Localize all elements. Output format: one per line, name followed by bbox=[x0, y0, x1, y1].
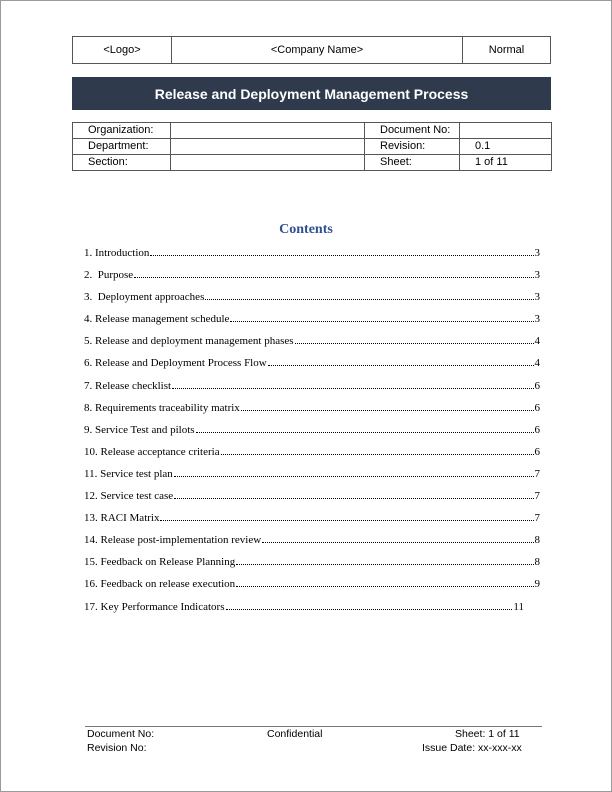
toc-item-label: 13. RACI Matrix bbox=[84, 512, 160, 525]
toc-item[interactable] bbox=[84, 466, 540, 488]
toc-item-label: 5. Release and deployment management phases bbox=[84, 335, 294, 348]
toc-item[interactable] bbox=[84, 267, 540, 289]
toc-item-page: 7 bbox=[534, 467, 540, 480]
section-label: Section: bbox=[73, 155, 171, 171]
organization-label: Organization: bbox=[73, 123, 171, 139]
footer-issue-date: Issue Date: xx-xxx-xx bbox=[422, 742, 522, 754]
toc-leader bbox=[172, 388, 533, 389]
sheet-value: 1 of 11 bbox=[460, 155, 552, 171]
toc-item[interactable] bbox=[84, 599, 524, 621]
toc-item-label: 16. Feedback on release execution bbox=[84, 578, 236, 591]
toc-leader bbox=[174, 476, 534, 477]
footer-confidential: Confidential bbox=[267, 728, 323, 740]
toc-leader bbox=[268, 365, 534, 366]
contents-heading: Contents bbox=[279, 222, 333, 237]
toc-item-label: 17. Key Performance Indicators bbox=[84, 600, 225, 613]
toc-item-page: 4 bbox=[534, 335, 540, 348]
toc-item[interactable] bbox=[84, 532, 540, 554]
toc-leader bbox=[262, 542, 533, 543]
document-info-table bbox=[72, 122, 552, 171]
toc-item-label: 14. Release post-implementation review bbox=[84, 534, 262, 547]
table-of-contents bbox=[84, 245, 540, 621]
footer-revision-no: Revision No: bbox=[87, 742, 147, 754]
toc-item-page: 6 bbox=[534, 423, 540, 436]
organization-value bbox=[171, 123, 365, 139]
toc-item-label: 15. Feedback on Release Planning bbox=[84, 556, 236, 569]
toc-item-page: 4 bbox=[534, 357, 540, 370]
toc-leader bbox=[295, 343, 534, 344]
section-value bbox=[171, 155, 365, 171]
toc-item[interactable] bbox=[84, 355, 540, 377]
department-value bbox=[171, 139, 365, 155]
department-label: Department: bbox=[73, 139, 171, 155]
footer-document-no: Document No: bbox=[87, 728, 155, 740]
toc-leader bbox=[221, 454, 534, 455]
toc-item-label: 9. Service Test and pilots bbox=[84, 423, 195, 436]
toc-leader bbox=[241, 410, 534, 411]
document-no-label: Document No: bbox=[365, 123, 460, 139]
footer-sheet: Sheet: 1 of 11 bbox=[455, 728, 520, 740]
toc-item-label: 10. Release acceptance criteria bbox=[84, 445, 220, 458]
toc-item-page: 6 bbox=[534, 445, 540, 458]
toc-item[interactable] bbox=[84, 289, 540, 311]
toc-leader bbox=[236, 564, 533, 565]
sheet-label: Sheet: bbox=[365, 155, 460, 171]
toc-item[interactable] bbox=[84, 245, 540, 267]
toc-leader bbox=[160, 520, 533, 521]
toc-item-page: 3 bbox=[534, 269, 540, 282]
toc-item-label: 11. Service test plan bbox=[84, 467, 173, 480]
toc-item-page: 9 bbox=[534, 578, 540, 591]
toc-leader bbox=[134, 277, 533, 278]
toc-item-page: 8 bbox=[534, 556, 540, 569]
toc-item[interactable] bbox=[84, 378, 540, 400]
header-table bbox=[72, 36, 551, 64]
company-name: <Company Name> bbox=[172, 37, 463, 63]
toc-item[interactable] bbox=[84, 311, 540, 333]
toc-item[interactable] bbox=[84, 554, 540, 576]
toc-item[interactable] bbox=[84, 422, 540, 444]
revision-label: Revision: bbox=[365, 139, 460, 155]
toc-item-label: 12. Service test case bbox=[84, 490, 174, 503]
toc-leader bbox=[236, 586, 533, 587]
toc-item-page: 7 bbox=[534, 490, 540, 503]
toc-item-page: 3 bbox=[534, 291, 540, 304]
document-no-value bbox=[460, 123, 552, 139]
toc-leader bbox=[226, 609, 513, 610]
toc-item[interactable] bbox=[84, 333, 540, 355]
toc-item-page: 3 bbox=[534, 313, 540, 326]
toc-leader bbox=[150, 255, 533, 256]
logo-placeholder: <Logo> bbox=[73, 37, 172, 63]
toc-leader bbox=[205, 299, 533, 300]
footer-divider bbox=[85, 726, 542, 727]
toc-item-page: 11 bbox=[513, 600, 524, 613]
toc-item-page: 7 bbox=[534, 512, 540, 525]
toc-leader bbox=[230, 321, 533, 322]
toc-item-page: 3 bbox=[534, 247, 540, 259]
toc-item-label: 2. Purpose bbox=[84, 269, 134, 282]
toc-item-label: 1. Introduction bbox=[84, 247, 150, 259]
revision-value: 0.1 bbox=[460, 139, 552, 155]
toc-item[interactable] bbox=[84, 576, 540, 598]
toc-item-label: 6. Release and Deployment Process Flow bbox=[84, 357, 267, 370]
toc-item-page: 6 bbox=[534, 379, 540, 392]
toc-item[interactable] bbox=[84, 488, 540, 510]
document-title: Release and Deployment Management Process bbox=[72, 77, 551, 110]
toc-leader bbox=[196, 432, 534, 433]
toc-item-label: 7. Release checklist bbox=[84, 379, 172, 392]
toc-item-page: 8 bbox=[534, 534, 540, 547]
toc-item-label: 8. Requirements traceability matrix bbox=[84, 401, 240, 414]
toc-item-label: 3. Deployment approaches bbox=[84, 291, 205, 304]
toc-item[interactable] bbox=[84, 444, 540, 466]
classification-label: Normal bbox=[488, 44, 525, 56]
toc-leader bbox=[174, 498, 533, 499]
toc-item[interactable] bbox=[84, 510, 540, 532]
toc-item-label: 4. Release management schedule bbox=[84, 313, 230, 326]
toc-item[interactable] bbox=[84, 400, 540, 422]
toc-item-page: 6 bbox=[534, 401, 540, 414]
